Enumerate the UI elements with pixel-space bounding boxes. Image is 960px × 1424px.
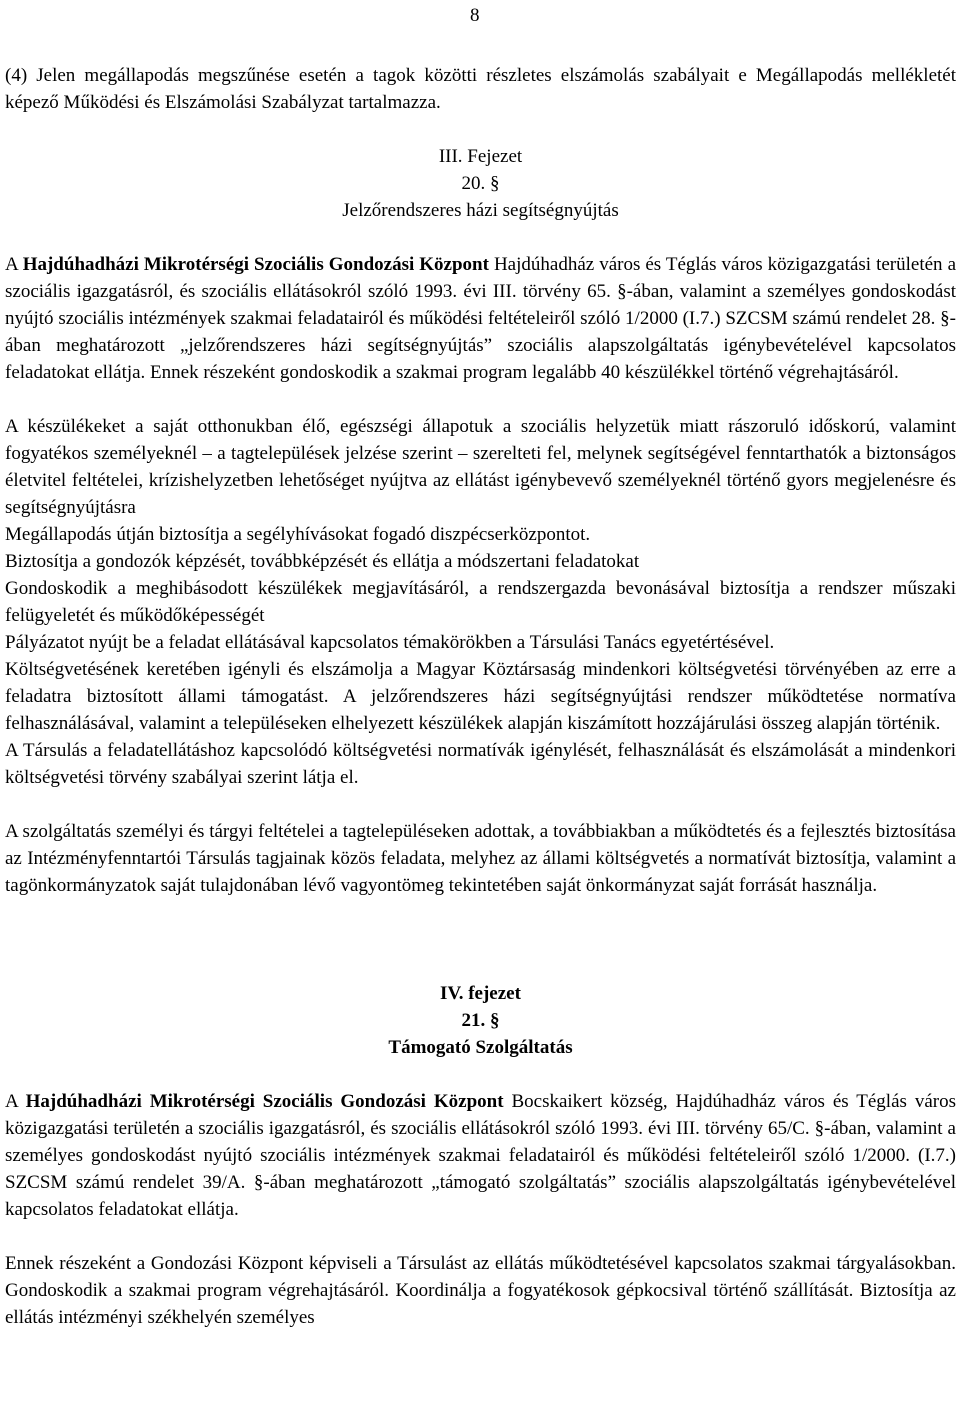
page-content <box>5 62 956 1331</box>
section-20-line-1: Megállapodás útján biztosítja a segélyhívásokat fogadó diszpécserközpontot. <box>5 524 591 545</box>
section-20-line-4: Pályázatot nyújt be a feladat ellátásával kapcsolatos témakörökben a Társulási Tanács egyetértésével. <box>5 632 775 653</box>
section-21-paragraph-2: Ennek részeként a Gondozási Központ képviseli a Társulást az ellátás működtetésével kapcsolatos szakmai tárgyalásokban. Gondoskodik a szakmai program végrehajtásáról. Koordinálja a fogyatékosok gépkocsival történő szállítását. Biztosítja az ellátás intézményi székhelyén személyes <box>5 1253 956 1328</box>
section-20-intro: A Hajdúhadházi Mikrotérségi Szociális Gondozási Központ Hajdúhadház város és Téglás város közigazgatási területén a szociális igazgatásról, és szociális ellátásokról szóló 1993. évi III. törvény 65. §-ában, valamint a személyes gondoskodást nyújtó szociális intézmények szakmai feladatairól és működési feltételeiről szóló 1/2000 (I.7.) SZCSM számú rendelet 28. §-ában meghatározott „jelzőrendszeres házi segítségnyújtás” szociális alapszolgáltatás igénybevételével kapcsolatos feladatokat ellátja. Ennek részeként gondoskodik a szakmai program legalább 40 készülékkel történő végrehajtásáról. <box>5 254 956 383</box>
section-21-title: Támogató Szolgáltatás <box>388 1037 573 1058</box>
section-21-intro: A Hajdúhadházi Mikrotérségi Szociális Gondozási Központ Bocskaikert község, Hajdúhadház város és Téglás város közigazgatási területén a szociális igazgatásról, és szociális ellátásokról szóló 1993. évi III. törvény 65/C. §-ában, valamint a személyes gondoskodást nyújtó szociális intézmények szakmai feladatairól és működési feltételeiről szóló 1/2000. (I.7.) SZCSM számú rendelet 39/A. §-ában meghatározott „támogató szolgáltatás” szociális alapszolgáltatás igénybevételével kapcsolatos feladatokat ellátja. <box>5 1091 956 1220</box>
section-20-line-2: Biztosítja a gondozók képzését, továbbképzését és ellátja a módszertani feladatokat <box>5 551 640 572</box>
section-20-line-3: Gondoskodik a meghibásodott készülékek megjavításáról, a rendszergazda bevonásával biztosítja a rendszer műszaki felügyeletét és működőképességét <box>5 578 956 626</box>
section-20-line-6: A Társulás a feladatellátáshoz kapcsolódó költségvetési normatívák igénylését, felhasználását és elszámolását a mindenkori költségvetési törvény szabályai szerint látja el. <box>5 740 956 788</box>
paragraph-4: (4) Jelen megállapodás megszűnése esetén a tagok közötti részletes elszámolás szabályait e Megállapodás mellékletét képező Működési és Elszámolási Szabályzat tartalmazza. <box>5 65 956 113</box>
organization-name: Hajdúhadházi Mikrotérségi Szociális Gondozási Központ <box>22 254 489 275</box>
section-20-title: Jelzőrendszeres házi segítségnyújtás <box>342 200 619 221</box>
page-number: 8 <box>470 5 480 26</box>
chapter-4-heading: IV. fejezet <box>440 983 521 1004</box>
organization-name: Hajdúhadházi Mikrotérségi Szociális Gondozási Központ <box>25 1091 504 1112</box>
section-20-paragraph-3: A szolgáltatás személyi és tárgyi feltételei a tagtelepüléseken adottak, a továbbiakban a működtetés és a fejlesztés biztosítása az Intézményfenntartói Társulás tagjainak közös feladata, melyhez az állami költségvetés a normatívát biztosítja, valamint a tagönkormányzatok saját tulajdonában lévő vagyontömeg tekintetében saját önkormányzat saját forrását használja. <box>5 821 956 896</box>
section-20-heading: 20. § <box>461 173 500 194</box>
chapter-3-heading: III. Fejezet <box>438 146 523 167</box>
section-20-paragraph-2: A készülékeket a saját otthonukban élő, egészségi állapotuk a szociális helyzetük miatt rászoruló időskorú, valamint fogyatékos személyeknél – a tagtelepülések jelzése szerint – szerelteti fel, melynek segítségével fenntarthatók a biztonságos életvitel feltételei, krízishelyzetben lehetőséget nyújtva az ellátást igénybevevő személyeknél történő gyors megjelenésre és segítségnyújtásra <box>5 416 956 518</box>
section-21-heading: 21. § <box>461 1010 500 1031</box>
section-20-line-5: Költségvetésének keretében igényli és elszámolja a Magyar Köztársaság mindenkori költségvetési törvényében az erre a feladatra biztosított állami támogatást. A jelzőrendszeres házi segítségnyújtási rendszer működtetése normatíva felhasználásával, valamint a településeken elhelyezett készülékek alapján kiszámított hozzájárulási összeg alapján történik. <box>5 659 956 734</box>
